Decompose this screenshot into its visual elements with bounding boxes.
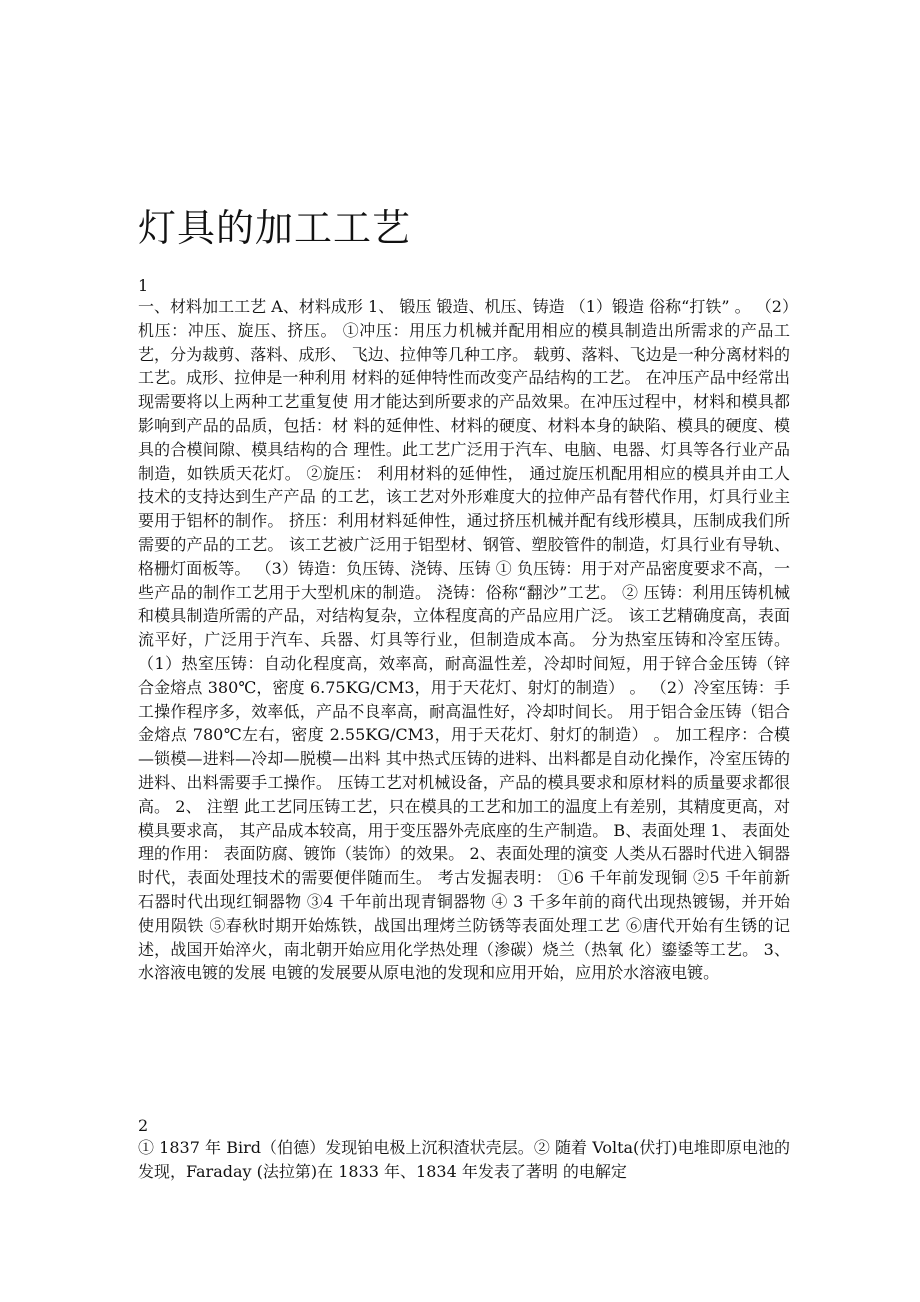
document-title: 灯具的加工工艺	[138, 206, 412, 250]
body-paragraph-2: ① 1837 年 Bird（伯德）发现铂电极上沉积渣状壳层。② 随着 Volta(伏打)电堆即原电池的发现，Faraday (法拉第)在 1833 年、1834 年发表了著明 的电解定	[138, 1138, 790, 1181]
page-number-1: 1	[138, 276, 149, 295]
page-number-2: 2	[138, 1116, 149, 1135]
body-paragraph-1: 一、材料加工工艺 A、材料成形 1、 锻压 锻造、机压、铸造 （1）锻造 俗称“打铁” 。 （2）机压：冲压、旋压、挤压。 ①冲压：用压力机械并配用相应的模具制造出所需求的产品工艺，分为裁剪、落料、成形、 飞边、拉伸等几种工序。 载剪、落料、飞边是一种分离材料的工艺。成形、拉伸是一种利用 材料的延伸特性而改变产品结构的工艺。 在冲压产品中经常出现需要将以上两种工艺重复使 用才能达到所要求的产品效果。在冲压过程中，材料和模具都影响到产品的品质，包括：材 料的延伸性、材料的硬度、材料本身的缺陷、模具的硬度、模具的合模间隙、模具结构的合 理性。此工艺广泛用于汽车、电脑、电器、灯具等各行业产品制造，如铁质天花灯。 ②旋压： 利用材料的延伸性， 通过旋压机配用相应的模具并由工人技术的支持达到生产产品 的工艺，该工艺对外形难度大的拉伸产品有替代作用，灯具行业主要用于铝杯的制作。 挤压：利用材料延伸性，通过挤压机械并配有线形模具，压制成我们所需要的产品的工艺。 该工艺被广泛用于铝型材、钢管、塑胶管件的制造，灯具行业有导轨、格栅灯面板等。 （3）铸造：负压铸、浇铸、压铸 ① 负压铸：用于对产品密度要求不高，一些产品的制作工艺用于大型机床的制造。 浇铸：俗称“翻沙”工艺。 ② 压铸：利用压铸机械和模具制造所需的产品，对结构复杂，立体程度高的产品应用广泛。 该工艺精确度高，表面流平好，广泛用于汽车、兵器、灯具等行业，但制造成本高。 分为热室压铸和冷室压铸。 （1）热室压铸：自动化程度高，效率高，耐高温性差，冷却时间短，用于锌合金压铸（锌 合金熔点 380℃，密度 6.75KG/CM3，用于天花灯、射灯的制造） 。 （2）冷室压铸：手工操作程序多，效率低，产品不良率高，耐高温性好，冷却时间长。 用于铝合金压铸（铝合金熔点 780℃左右，密度 2.55KG/CM3，用于天花灯、射灯的制造） 。 加工程序：合模—锁模—进料—冷却—脱模—出料 其中热式压铸的进料、出料都是自动化操作，冷室压铸的进料、出料需要手工操作。 压铸工艺对机械设备，产品的模具要求和原材料的质量要求都很高。 2、 注塑 此工艺同压铸工艺，只在模具的工艺和加工的温度上有差别，其精度更高，对模具要求高， 其产品成本较高，用于变压器外壳底座的生产制造。 B、表面处理 1、 表面处理的作用： 表面防腐、镀饰（装饰）的效果。 2、表面处理的演变 人类从石器时代进入铜器时代，表面处理技术的需要便伴随而生。 考古发掘表明： ①6 千年前发现铜 ②5 千年前新石器时代出现红铜器物 ③4 千年前出现青铜器物 ④ 3 千多年前的商代出现热镀锡，并开始使用陨铁 ⑤春秋时期开始炼铁，战国出理烤兰防锈等表面处理工艺 ⑥唐代开始有生锈的记述，战国开始淬火，南北朝开始应用化学热处理（渗碳）烧兰（热氧 化）鎏鋈等工艺。 3、水溶液电镀的发展 电镀的发展要从原电池的发现和应用开始，应用於水溶液电镀。	[138, 297, 790, 983]
